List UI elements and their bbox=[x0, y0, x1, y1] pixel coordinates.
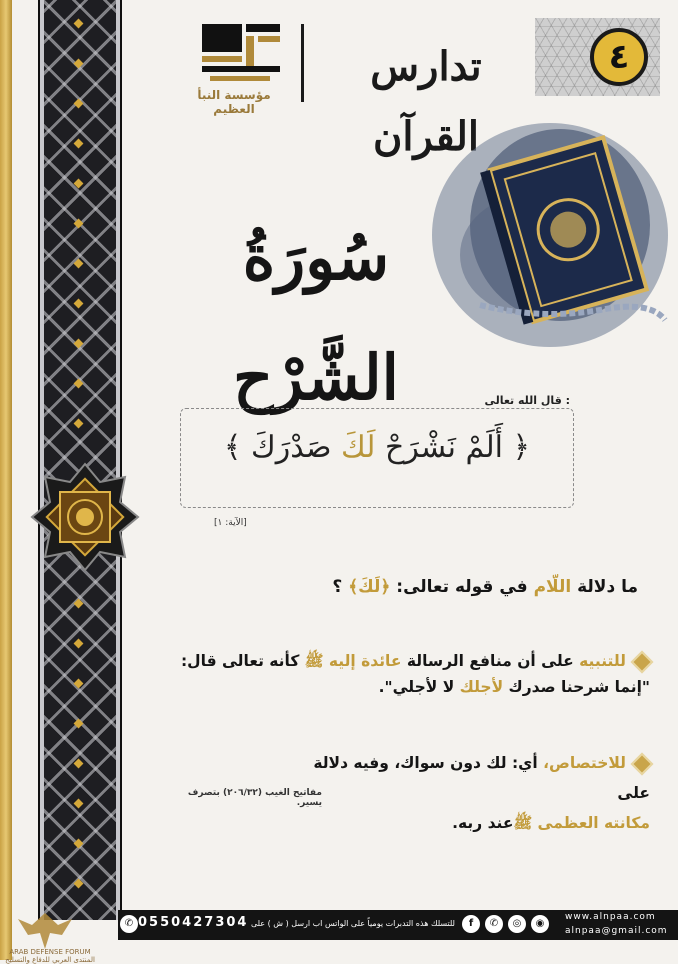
diamond-bullet-icon bbox=[631, 752, 654, 775]
quran-medallion-icon bbox=[30, 462, 140, 572]
ayah-reference: [الآية: ١] bbox=[214, 518, 247, 528]
point-1-line2-b: لا لأجلي". bbox=[378, 678, 460, 696]
footer-whatsapp-text: للتسلك هذه التدبرات يومياً على الواتس اب ارسل ( ش ) على bbox=[250, 919, 455, 928]
point-2-lead: للاختصاص، bbox=[543, 754, 626, 772]
org-name: مؤسسة النبأ العظيم bbox=[197, 88, 271, 116]
watermark-text: ARAB DEFENSE FORUM المنتدى العربي للدفاع والتسليح bbox=[5, 948, 95, 964]
question-middle: في قوله تعالى: bbox=[390, 577, 534, 597]
question-mark: ؟ bbox=[332, 577, 343, 597]
point-1-highlight: عائدة إليه ﷺ bbox=[304, 652, 402, 670]
point-2-text-a: أي: لك دون سواك، وفيه دلالة على bbox=[313, 754, 650, 802]
org-logo-icon bbox=[200, 22, 282, 84]
question-prefix: ما دلالة bbox=[571, 577, 638, 597]
verse-part-1: أَلَمْ نَشْرَحْ bbox=[375, 430, 503, 465]
verse-text bbox=[180, 430, 574, 465]
point-2-line2-b: عند ربه. bbox=[452, 814, 514, 832]
issue-number-badge: ٤ bbox=[590, 28, 648, 86]
gold-edge bbox=[0, 0, 12, 960]
point-1-line2-highlight: لأجلك bbox=[459, 678, 504, 696]
series-title: تدارس القرآن bbox=[370, 43, 482, 160]
verse-highlight: لَكَ bbox=[341, 430, 376, 465]
point-1 bbox=[160, 648, 650, 700]
facebook-icon[interactable]: f bbox=[462, 915, 480, 933]
gold-dot-strip bbox=[75, 0, 83, 920]
verse-open-bracket: ﴿ bbox=[512, 430, 531, 465]
whatsapp-social-icon[interactable]: ✆ bbox=[485, 915, 503, 933]
diamond-bullet-icon bbox=[631, 650, 654, 673]
point-1-lead: للتنبيه bbox=[579, 652, 626, 670]
ornament-rail-right bbox=[116, 0, 120, 920]
footer-email[interactable]: alnpaa@gmail.com bbox=[565, 926, 668, 936]
question-quoted: ﴿لَكَ﴾ bbox=[348, 577, 391, 597]
source-citation: مفاتيح الغيب (٢٠٦/٣٢) بتصرف يسير. bbox=[187, 788, 322, 808]
header-divider bbox=[301, 24, 304, 102]
telegram-icon[interactable]: ◉ bbox=[531, 915, 549, 933]
whatsapp-icon[interactable]: ✆ bbox=[120, 915, 138, 933]
footer-phone[interactable]: 0550427304 bbox=[138, 915, 249, 930]
ornament-rail-left bbox=[40, 0, 44, 920]
surah-title: سُورَةُ الشَّرْح bbox=[233, 221, 399, 414]
point-1-line2-a: "إنما شرحنا صدرك bbox=[503, 678, 650, 696]
point-1-text-b: كأنه تعالى قال: bbox=[180, 652, 305, 670]
footer-website[interactable]: www.alnpaa.com bbox=[565, 912, 656, 922]
point-2-line2-highlight: مكانته العظمى ﷺ bbox=[513, 814, 650, 832]
verse-part-2: صَدْرَكَ bbox=[251, 430, 332, 465]
question-highlight: اللّام bbox=[533, 577, 572, 597]
verse-intro: قال الله تعالى : bbox=[484, 394, 570, 407]
question-line bbox=[150, 576, 638, 597]
verse-close-bracket: ﴾ bbox=[223, 430, 242, 465]
point-2 bbox=[305, 748, 650, 838]
point-1-text-a: على أن منافع الرسالة bbox=[401, 652, 580, 670]
instagram-icon[interactable]: ◎ bbox=[508, 915, 526, 933]
